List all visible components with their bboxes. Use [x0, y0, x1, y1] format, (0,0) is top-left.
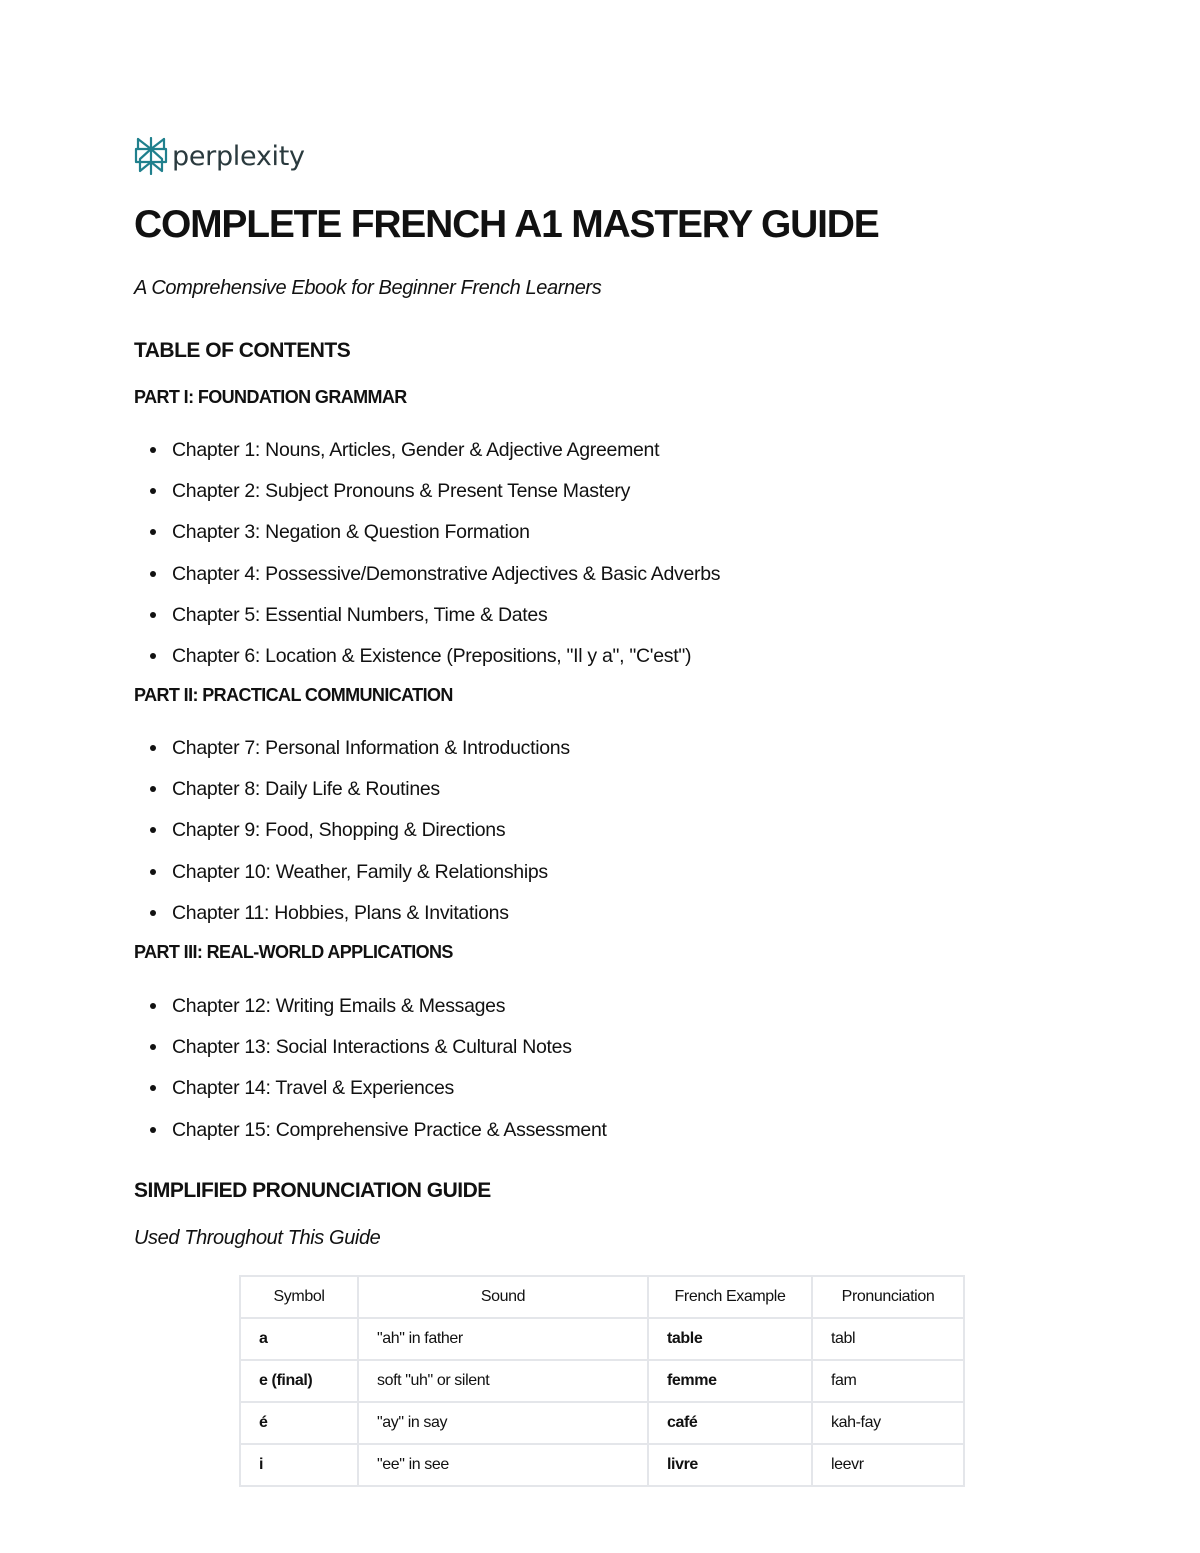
chapter-item: Chapter 12: Writing Emails & Messages	[134, 994, 607, 1035]
chapter-item: Chapter 10: Weather, Family & Relationships	[134, 860, 570, 901]
pronunciation-cell: leevr	[812, 1444, 964, 1486]
perplexity-logo-icon	[134, 137, 168, 175]
pronunciation-cell: tabl	[812, 1318, 964, 1360]
chapter-item: Chapter 14: Travel & Experiences	[134, 1076, 607, 1117]
pronunciation-subheading: Used Throughout This Guide	[134, 1227, 381, 1249]
column-header: Pronunciation	[812, 1276, 964, 1318]
symbol-cell: é	[240, 1402, 358, 1444]
chapter-item: Chapter 13: Social Interactions & Cultural Notes	[134, 1035, 607, 1076]
logo-text: perplexity	[172, 140, 305, 172]
chapter-list	[134, 736, 570, 942]
sound-cell: "ee" in see	[358, 1444, 648, 1486]
column-header: Sound	[358, 1276, 648, 1318]
example-cell: livre	[648, 1444, 812, 1486]
symbol-cell: e (final)	[240, 1360, 358, 1402]
table-row	[240, 1318, 964, 1360]
part-heading: PART I: FOUNDATION GRAMMAR	[134, 387, 407, 407]
column-header: French Example	[648, 1276, 812, 1318]
chapter-list	[134, 438, 720, 685]
table-row	[240, 1402, 964, 1444]
column-header: Symbol	[240, 1276, 358, 1318]
table-row	[240, 1360, 964, 1402]
document-subtitle: A Comprehensive Ebook for Beginner French Learners	[134, 277, 602, 299]
example-cell: table	[648, 1318, 812, 1360]
chapter-item: Chapter 8: Daily Life & Routines	[134, 777, 570, 818]
sound-cell: "ah" in father	[358, 1318, 648, 1360]
brand-logo	[134, 137, 305, 175]
document-title: COMPLETE FRENCH A1 MASTERY GUIDE	[134, 203, 879, 246]
pronunciation-heading: SIMPLIFIED PRONUNCIATION GUIDE	[134, 1179, 491, 1202]
sound-cell: "ay" in say	[358, 1402, 648, 1444]
symbol-cell: i	[240, 1444, 358, 1486]
chapter-item: Chapter 4: Possessive/Demonstrative Adjectives & Basic Adverbs	[134, 562, 720, 603]
toc-heading: TABLE OF CONTENTS	[134, 339, 351, 362]
part-heading: PART III: REAL-WORLD APPLICATIONS	[134, 942, 453, 962]
pronunciation-cell: fam	[812, 1360, 964, 1402]
example-cell: femme	[648, 1360, 812, 1402]
pronunciation-table	[239, 1275, 965, 1487]
chapter-item: Chapter 2: Subject Pronouns & Present Tense Mastery	[134, 479, 720, 520]
chapter-item: Chapter 15: Comprehensive Practice & Assessment	[134, 1118, 607, 1159]
table-row	[240, 1444, 964, 1486]
chapter-item: Chapter 7: Personal Information & Introductions	[134, 736, 570, 777]
pronunciation-cell: kah-fay	[812, 1402, 964, 1444]
example-cell: café	[648, 1402, 812, 1444]
chapter-list	[134, 994, 607, 1159]
sound-cell: soft "uh" or silent	[358, 1360, 648, 1402]
symbol-cell: a	[240, 1318, 358, 1360]
chapter-item: Chapter 1: Nouns, Articles, Gender & Adjective Agreement	[134, 438, 720, 479]
table-header-row	[240, 1276, 964, 1318]
chapter-item: Chapter 6: Location & Existence (Prepositions, "Il y a", "C'est")	[134, 644, 720, 685]
chapter-item: Chapter 11: Hobbies, Plans & Invitations	[134, 901, 570, 942]
chapter-item: Chapter 9: Food, Shopping & Directions	[134, 818, 570, 859]
chapter-item: Chapter 5: Essential Numbers, Time & Dates	[134, 603, 720, 644]
part-heading: PART II: PRACTICAL COMMUNICATION	[134, 685, 453, 705]
chapter-item: Chapter 3: Negation & Question Formation	[134, 520, 720, 561]
